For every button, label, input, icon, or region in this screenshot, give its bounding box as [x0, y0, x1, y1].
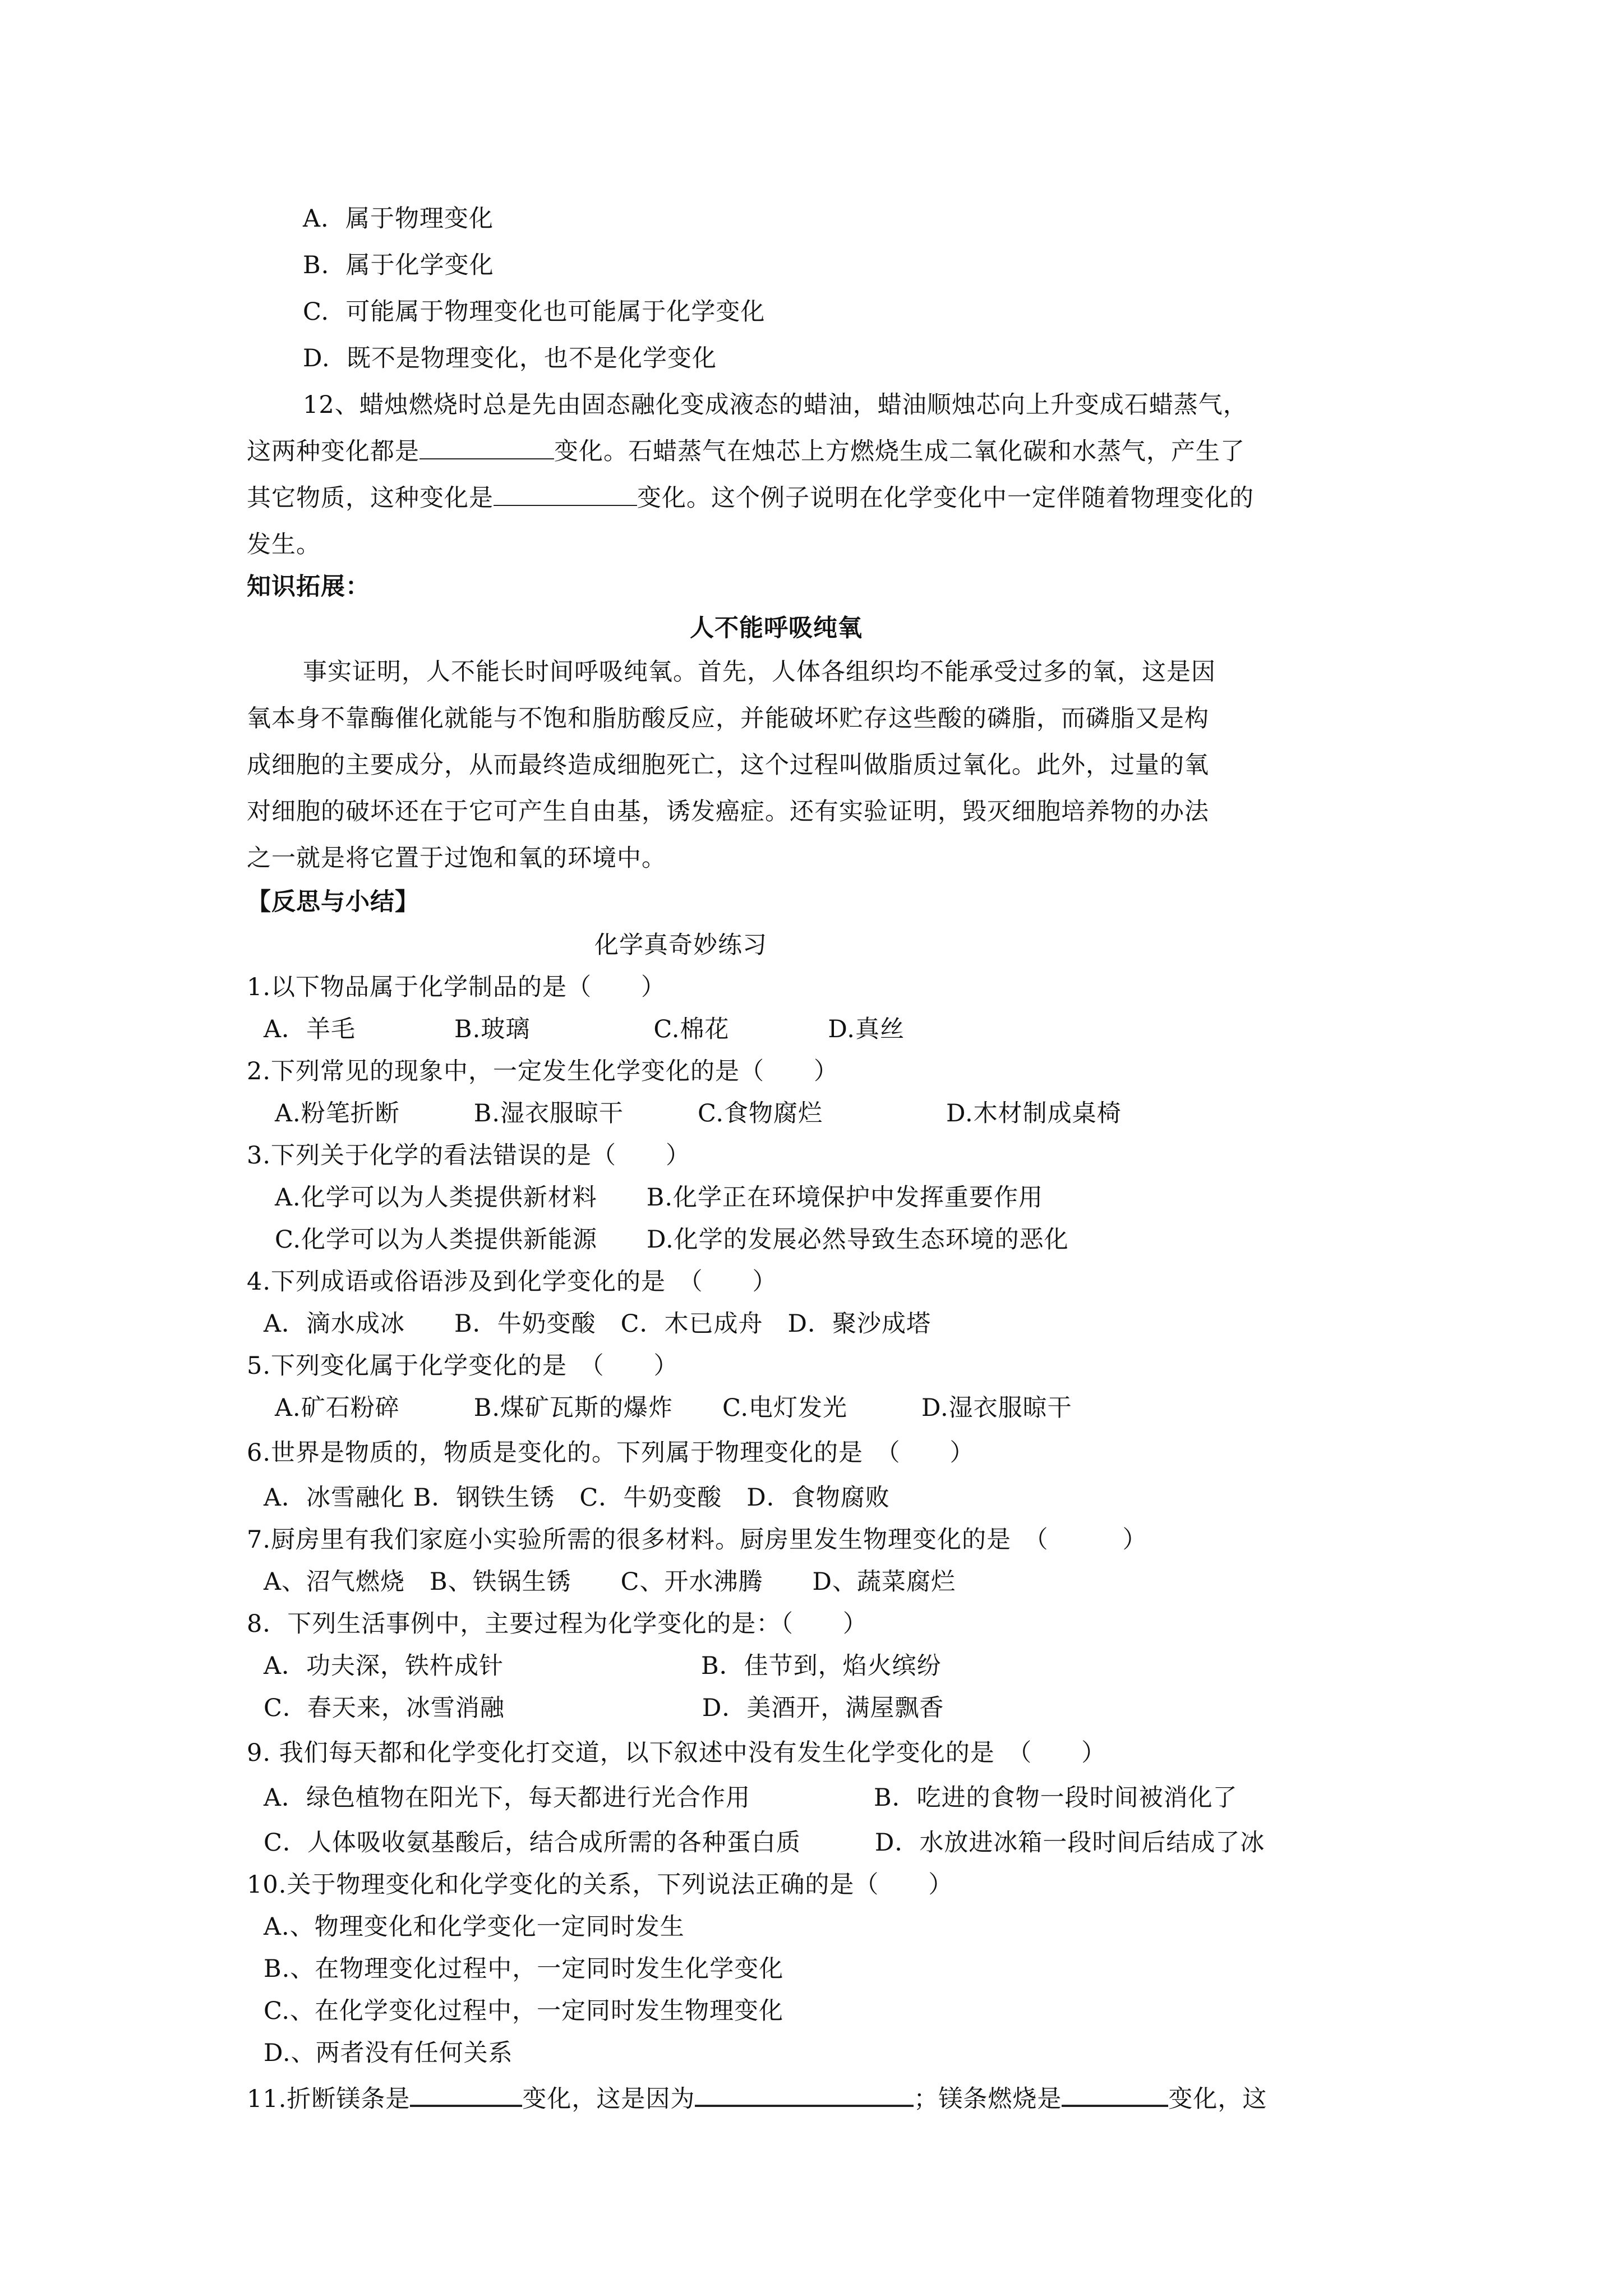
question-stem: 4.下列成语或俗语涉及到化学变化的是 （ ） — [247, 1268, 777, 1296]
question-option: A．滴水成冰 B．牛奶变酸 C．木已成舟 D．聚沙成塔 — [264, 1310, 932, 1338]
question-stem: 7.厨房里有我们家庭小实验所需的很多材料。厨房里发生物理变化的是 （ ） — [247, 1526, 1147, 1554]
question-option: A.、物理变化和化学变化一定同时发生 — [264, 1913, 685, 1941]
question-11-line: 11.折断镁条是 变化，这是因为 ；镁条燃烧是 变化，这 — [247, 2081, 1267, 2116]
question-option: C.、在化学变化过程中，一定同时发生物理变化 — [264, 1997, 784, 2025]
question-stem: 9. 我们每天都和化学变化打交道，以下叙述中没有发生化学变化的是 （ ） — [247, 1739, 1106, 1767]
article-title: 人不能呼吸纯氧 — [690, 614, 863, 642]
question-option: C．春天来，冰雪消融 D．美酒开，满屋飘香 — [264, 1694, 944, 1722]
question-stem: 1.以下物品属于化学制品的是（ ） — [247, 973, 666, 1001]
question-stem: 5.下列变化属于化学变化的是 （ ） — [247, 1352, 679, 1380]
article-line: 事实证明，人不能长时间呼吸纯氧。首先，人体各组织均不能承受过多的氧，这是因 — [303, 658, 1216, 686]
article-line: 氧本身不靠酶催化就能与不饱和脂肪酸反应，并能破坏贮存这些酸的磷脂，而磷脂又是构 — [247, 705, 1209, 733]
question-option: B.、在物理变化过程中，一定同时发生化学变化 — [264, 1955, 784, 1983]
question-stem: 2.下列常见的现象中，一定发生化学变化的是（ ） — [247, 1057, 839, 1085]
question-12-line: 其它物质，这种变化是 变化。这个例子说明在化学变化中一定伴随着物理变化的 — [247, 481, 1254, 515]
question-option: A．功夫深，铁杵成针 B．佳节到，焰火缤纷 — [264, 1652, 942, 1680]
answer-blank[interactable] — [695, 2081, 914, 2107]
question-option: C.化学可以为人类提供新能源 D.化学的发展必然导致生态环境的恶化 — [275, 1226, 1069, 1254]
question-option: A.化学可以为人类提供新材料 B.化学正在环境保护中发挥重要作用 — [275, 1184, 1043, 1212]
question-12-line: 这两种变化都是 变化。石蜡蒸气在烛芯上方燃烧生成二氧化碳和水蒸气，产生了 — [247, 435, 1245, 468]
section-heading: 【反思与小结】 — [247, 888, 419, 916]
option-line: A. 属于物理变化 — [303, 205, 494, 233]
answer-blank[interactable] — [1062, 2081, 1168, 2107]
question-stem: 10.关于物理变化和化学变化的关系，下列说法正确的是（ ） — [247, 1871, 953, 1899]
question-option: A．冰雪融化 B．钢铁生锈 C．牛奶变酸 D．食物腐败 — [264, 1484, 890, 1512]
question-option: C．人体吸收氨基酸后，结合成所需的各种蛋白质 D．水放进冰箱一段时间后结成了冰 — [264, 1829, 1265, 1857]
article-line: 成细胞的主要成分，从而最终造成细胞死亡，这个过程叫做脂质过氧化。此外，过量的氧 — [247, 751, 1209, 779]
answer-blank[interactable] — [419, 435, 554, 459]
option-line: B. 属于化学变化 — [303, 251, 494, 279]
question-stem: 6.世界是物质的，物质是变化的。下列属于物理变化的是 （ ） — [247, 1439, 975, 1467]
question-option: D.、两者没有任何关系 — [264, 2039, 513, 2067]
answer-blank[interactable] — [494, 481, 637, 506]
question-option: A.粉笔折断 B.湿衣服晾干 C.食物腐烂 D.木材制成桌椅 — [275, 1099, 1122, 1128]
section-heading: 知识拓展： — [247, 573, 370, 601]
question-12-line: 发生。 — [247, 531, 321, 559]
article-line: 对细胞的破坏还在于它可产生自由基，诱发癌症。还有实验证明，毁灭细胞培养物的办法 — [247, 798, 1209, 826]
question-option: A．绿色植物在阳光下，每天都进行光合作用 B．吃进的食物一段时间被消化了 — [264, 1784, 1238, 1812]
question-12-line: 12、蜡烛燃烧时总是先由固态融化变成液态的蜡油，蜡油顺烛芯向上升变成石蜡蒸气， — [303, 391, 1248, 419]
question-option: A．羊毛 B.玻璃 C.棉花 D.真丝 — [264, 1015, 905, 1043]
question-stem: 8．下列生活事例中，主要过程为化学变化的是：（ ） — [247, 1610, 868, 1638]
question-option: A.矿石粉碎 B.煤矿瓦斯的爆炸 C.电灯发光 D.湿衣服晾干 — [275, 1394, 1072, 1422]
option-line: C. 可能属于物理变化也可能属于化学变化 — [303, 298, 766, 326]
option-line: D. 既不是物理变化，也不是化学变化 — [303, 344, 717, 372]
answer-blank[interactable] — [410, 2081, 522, 2107]
exercise-title: 化学真奇妙练习 — [594, 931, 767, 959]
article-line: 之一就是将它置于过饱和氧的环境中。 — [247, 844, 666, 872]
question-stem: 3.下列关于化学的看法错误的是（ ） — [247, 1142, 691, 1170]
question-option: A、沼气燃烧 B、铁锅生锈 C、开水沸腾 D、蔬菜腐烂 — [264, 1568, 956, 1596]
